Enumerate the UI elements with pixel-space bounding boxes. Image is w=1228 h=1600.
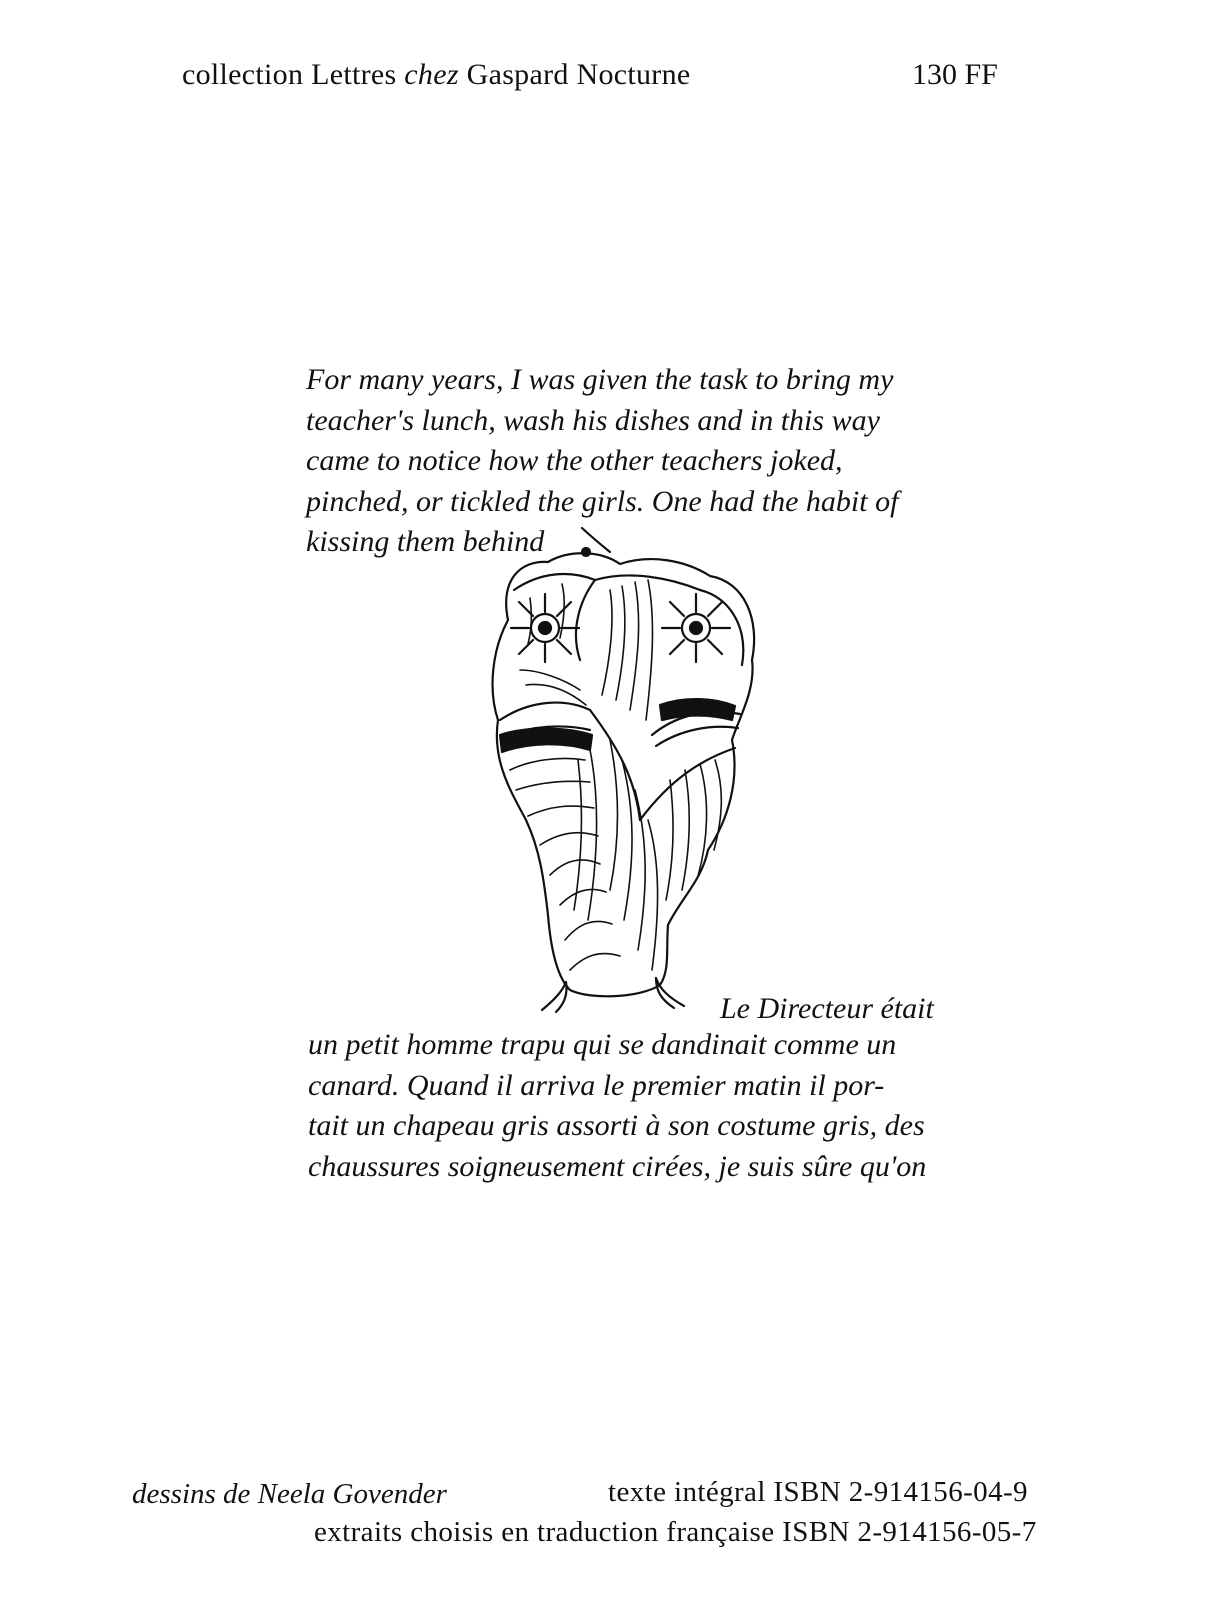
publisher-name: Gaspard Nocturne	[466, 58, 691, 91]
french-excerpt	[308, 1025, 926, 1187]
isbn-full-text: texte intégral ISBN 2-914156-04-9	[608, 1476, 1028, 1508]
french-excerpt-first-line: Le Directeur était	[720, 992, 934, 1025]
price: 130 FF	[912, 58, 998, 91]
illustrator-credit: dessins de Neela Govender	[132, 1478, 447, 1510]
isbn-extracts: extraits choisis en traduction française ISBN 2-914156-05-7	[314, 1516, 1037, 1548]
ink-drawing-of-figure-with-flowers-icon	[470, 520, 770, 1035]
excerpt-line: kissing them behind	[306, 525, 545, 558]
excerpt-line: For many years, I was given the task to bring my	[306, 363, 894, 396]
collection-italic-word: chez	[404, 58, 459, 91]
excerpt-line: un petit homme trapu qui se dandinait comme un	[308, 1028, 897, 1061]
excerpt-line: tait un chapeau gris assorti à son costume gris, des	[308, 1109, 925, 1142]
excerpt-line: pinched, or tickled the girls. One had the habit of	[306, 484, 899, 518]
excerpt-line: teacher's lunch, wash his dishes and in this way	[306, 403, 880, 437]
collection-prefix: collection Lettres	[182, 58, 397, 91]
excerpt-line: came to notice how the other teachers joked,	[306, 444, 843, 477]
collection-line	[182, 58, 691, 92]
excerpt-line: chaussures soigneusement cirées, je suis sûre qu'on	[308, 1149, 927, 1183]
excerpt-line: canard. Quand il arriva le premier matin il por-	[308, 1068, 885, 1102]
